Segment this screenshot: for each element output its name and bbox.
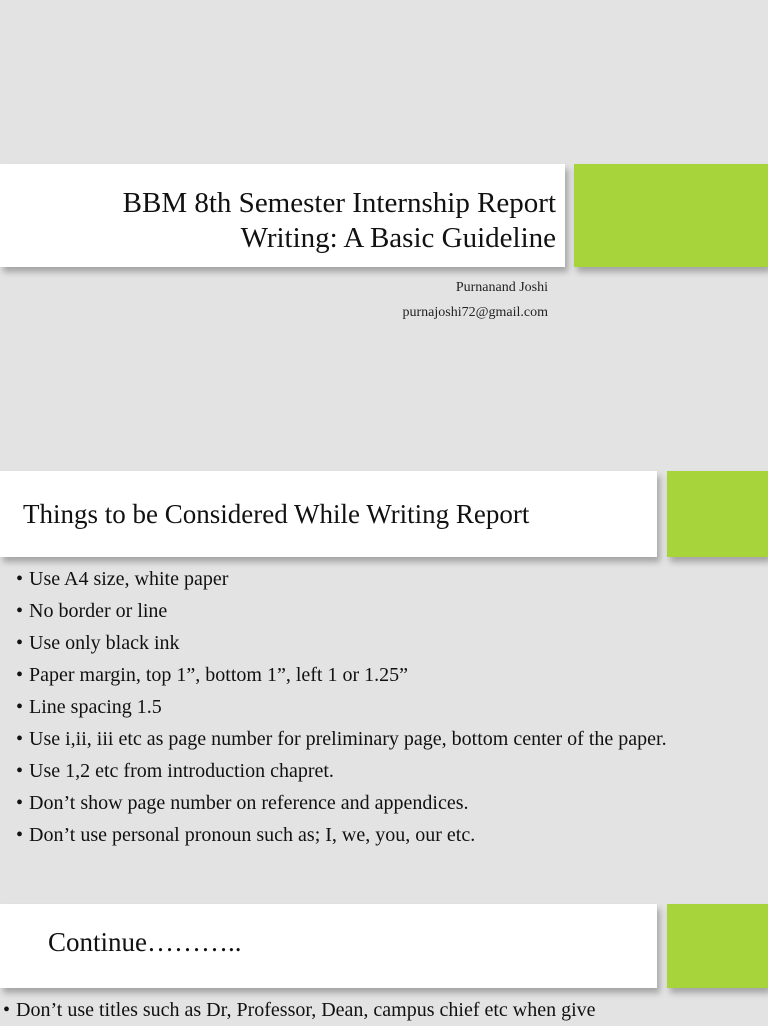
slide-heading: Things to be Considered While Writing Report [23, 499, 530, 529]
author-email: purnajoshi72@gmail.com [402, 305, 548, 320]
bullet-item: • Use A4 size, white paper [16, 563, 667, 595]
title-line-2: Writing: A Basic Guideline [240, 222, 556, 254]
bullet-list [3, 994, 596, 1026]
bullet-item: • Don’t use personal pronoun such as; I, we, you, our etc. [16, 819, 667, 851]
accent-block [574, 164, 768, 267]
author-name: Purnanand Joshi [455, 280, 548, 295]
bullet-item: • Line spacing 1.5 [16, 691, 667, 723]
slide-considerations [0, 452, 768, 884]
slide-main-title [123, 186, 556, 256]
slide-continue [0, 884, 768, 1024]
slide-heading: Continue……….. [48, 927, 242, 957]
bullet-item: • Paper margin, top 1”, bottom 1”, left 1 or 1.25” [16, 659, 667, 691]
bullet-item: • Use i,ii, iii etc as page number for preliminary page, bottom center of the paper. [16, 723, 667, 755]
slide-title [0, 0, 768, 452]
bullet-item: • No border or line [16, 595, 667, 627]
bullet-list [16, 563, 667, 851]
accent-block [667, 904, 768, 988]
bullet-item: • Use 1,2 etc from introduction chapret. [16, 755, 667, 787]
bullet-item: • Don’t use titles such as Dr, Professor, Dean, campus chief etc when give [3, 994, 596, 1026]
title-line-1: BBM 8th Semester Internship Report [122, 187, 556, 219]
bullet-item: • Don’t show page number on reference and appendices. [16, 787, 667, 819]
bullet-item: • Use only black ink [16, 627, 667, 659]
accent-block [667, 471, 768, 557]
